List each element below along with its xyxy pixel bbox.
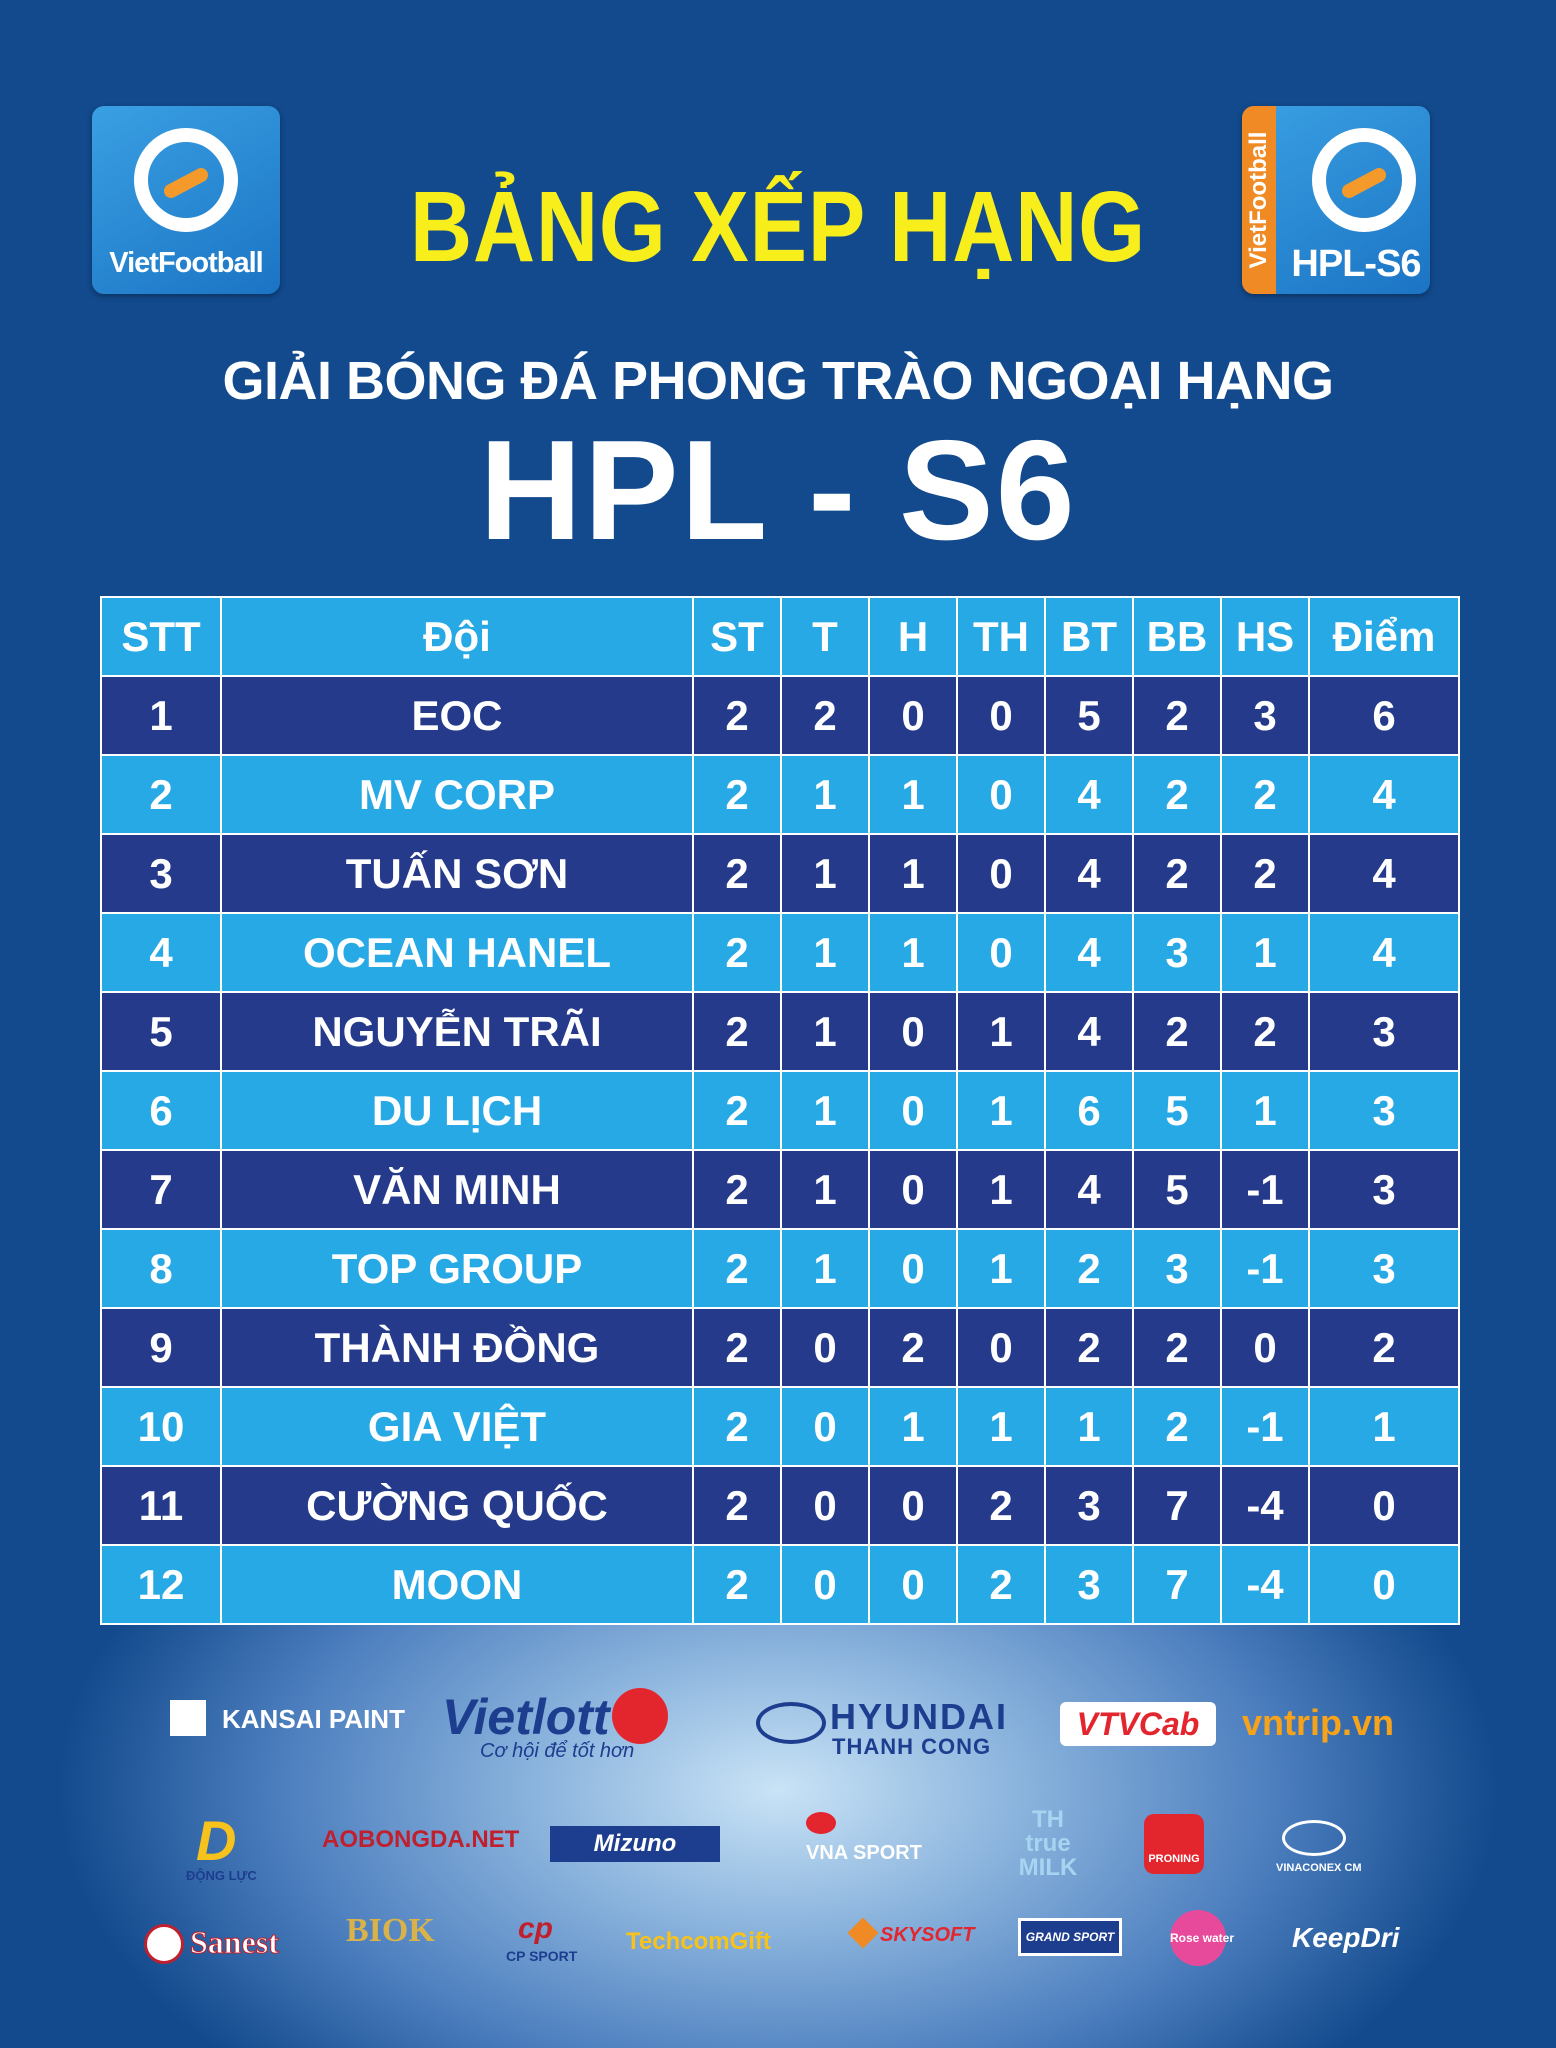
logo-left-text: VietFootball <box>109 247 263 279</box>
sponsor-hyundai: HYUNDAI <box>830 1696 1009 1737</box>
cell-played: 2 <box>693 1229 781 1308</box>
cell-goals-for: 3 <box>1045 1545 1133 1624</box>
cell-points: 2 <box>1309 1308 1459 1387</box>
table-row <box>101 992 1459 1071</box>
sponsor-vinaconex: VINACONEX CM <box>1276 1862 1362 1874</box>
cell-goals-against: 5 <box>1133 1150 1221 1229</box>
cell-goals-against: 7 <box>1133 1545 1221 1624</box>
table-row <box>101 755 1459 834</box>
sponsor-rose-water: Rose water <box>1170 1910 1226 1966</box>
cell-goals-against: 2 <box>1133 1387 1221 1466</box>
vna-sport-icon <box>806 1812 836 1834</box>
sponsor-keepdri: KeepDri <box>1292 1922 1400 1953</box>
cell-won: 1 <box>781 1150 869 1229</box>
table-row <box>101 834 1459 913</box>
cell-drawn: 0 <box>869 676 957 755</box>
cell-goal-diff: 0 <box>1221 1308 1309 1387</box>
cell-drawn: 1 <box>869 913 957 992</box>
cell-lost: 0 <box>957 834 1045 913</box>
cell-goals-against: 5 <box>1133 1071 1221 1150</box>
cell-stt: 4 <box>101 913 221 992</box>
cell-goal-diff: 1 <box>1221 913 1309 992</box>
sponsor-aobongda: AOBONGDA.NET <box>322 1826 520 1853</box>
cell-team: NGUYỄN TRÃI <box>221 992 693 1071</box>
cell-goals-for: 3 <box>1045 1466 1133 1545</box>
standings-table <box>100 596 1460 1625</box>
column-header-goals-for: BT <box>1045 597 1133 676</box>
cell-drawn: 1 <box>869 755 957 834</box>
cell-won: 0 <box>781 1545 869 1624</box>
cell-stt: 10 <box>101 1387 221 1466</box>
cell-stt: 6 <box>101 1071 221 1150</box>
cell-played: 2 <box>693 1071 781 1150</box>
cell-drawn: 0 <box>869 1150 957 1229</box>
cell-lost: 1 <box>957 1387 1045 1466</box>
table-header-row <box>101 597 1459 676</box>
sponsor-cp-sport: CP SPORT <box>506 1948 578 1964</box>
cell-stt: 9 <box>101 1308 221 1387</box>
cell-goal-diff: -4 <box>1221 1466 1309 1545</box>
table-row <box>101 1150 1459 1229</box>
cell-goals-for: 4 <box>1045 992 1133 1071</box>
cell-lost: 0 <box>957 755 1045 834</box>
vietlott-star-icon <box>612 1688 668 1744</box>
cell-goals-for: 6 <box>1045 1071 1133 1150</box>
dong-luc-icon: D <box>196 1809 237 1872</box>
cell-team: GIA VIỆT <box>221 1387 693 1466</box>
cell-points: 0 <box>1309 1545 1459 1624</box>
cell-goals-for: 2 <box>1045 1308 1133 1387</box>
cell-goals-for: 4 <box>1045 913 1133 992</box>
sponsor-kansai: KANSAI PAINT <box>222 1704 405 1734</box>
cell-goals-against: 2 <box>1133 992 1221 1071</box>
cell-lost: 1 <box>957 992 1045 1071</box>
cell-goal-diff: 1 <box>1221 1071 1309 1150</box>
cell-goal-diff: -4 <box>1221 1545 1309 1624</box>
sanest-icon <box>144 1924 184 1964</box>
cell-points: 4 <box>1309 755 1459 834</box>
column-header-points: Điểm <box>1309 597 1459 676</box>
cell-team: TOP GROUP <box>221 1229 693 1308</box>
cell-goals-for: 1 <box>1045 1387 1133 1466</box>
sponsor-biok: BIOK <box>346 1912 435 1949</box>
cell-goals-for: 5 <box>1045 676 1133 755</box>
column-header-stt: STT <box>101 597 221 676</box>
cell-played: 2 <box>693 1387 781 1466</box>
cell-won: 1 <box>781 1071 869 1150</box>
cell-team: MV CORP <box>221 755 693 834</box>
cell-goals-against: 3 <box>1133 1229 1221 1308</box>
cell-stt: 3 <box>101 834 221 913</box>
sponsor-techcomgift: TechcomGift <box>626 1928 771 1955</box>
cell-lost: 1 <box>957 1150 1045 1229</box>
page-title: BẢNG XẾP HẠNG <box>410 171 1146 283</box>
column-header-lost: TH <box>957 597 1045 676</box>
cell-points: 4 <box>1309 913 1459 992</box>
tournament-subtitle: GIẢI BÓNG ĐÁ PHONG TRÀO NGOẠI HẠNG <box>222 351 1334 411</box>
cell-stt: 12 <box>101 1545 221 1624</box>
column-header-played: ST <box>693 597 781 676</box>
cell-won: 2 <box>781 676 869 755</box>
column-header-team: Đội <box>221 597 693 676</box>
cell-played: 2 <box>693 834 781 913</box>
cell-played: 2 <box>693 1150 781 1229</box>
cell-lost: 2 <box>957 1466 1045 1545</box>
cell-goals-against: 2 <box>1133 755 1221 834</box>
cell-stt: 8 <box>101 1229 221 1308</box>
sponsor-proning: PRONING <box>1144 1814 1204 1874</box>
hyundai-icon <box>756 1702 826 1744</box>
cell-played: 2 <box>693 1308 781 1387</box>
cell-won: 1 <box>781 992 869 1071</box>
cell-points: 4 <box>1309 834 1459 913</box>
cell-points: 6 <box>1309 676 1459 755</box>
kansai-icon <box>170 1700 206 1736</box>
cell-stt: 2 <box>101 755 221 834</box>
cell-lost: 0 <box>957 1308 1045 1387</box>
cell-goal-diff: 3 <box>1221 676 1309 755</box>
cell-played: 2 <box>693 755 781 834</box>
cell-points: 0 <box>1309 1466 1459 1545</box>
cell-won: 1 <box>781 1229 869 1308</box>
table-row <box>101 1545 1459 1624</box>
cell-goals-for: 4 <box>1045 1150 1133 1229</box>
cell-played: 2 <box>693 1466 781 1545</box>
cell-team: OCEAN HANEL <box>221 913 693 992</box>
sponsor-vietlott-slogan: Cơ hội để tốt hơn <box>480 1740 635 1762</box>
cell-team: VĂN MINH <box>221 1150 693 1229</box>
cell-goals-against: 3 <box>1133 913 1221 992</box>
sponsor-vtvcab: VTVCab <box>1060 1702 1216 1746</box>
table-body <box>101 676 1459 1624</box>
table-row <box>101 1308 1459 1387</box>
cell-goals-for: 2 <box>1045 1229 1133 1308</box>
cell-goals-against: 7 <box>1133 1466 1221 1545</box>
cell-drawn: 0 <box>869 1071 957 1150</box>
cell-team: DU LỊCH <box>221 1071 693 1150</box>
logo-right-vertical-text: VietFootball <box>1245 131 1272 269</box>
cell-stt: 11 <box>101 1466 221 1545</box>
column-header-goal-diff: HS <box>1221 597 1309 676</box>
cell-won: 1 <box>781 755 869 834</box>
table-row <box>101 676 1459 755</box>
cell-goal-diff: -1 <box>1221 1387 1309 1466</box>
cell-played: 2 <box>693 1545 781 1624</box>
cell-stt: 5 <box>101 992 221 1071</box>
cell-team: MOON <box>221 1545 693 1624</box>
cell-goal-diff: -1 <box>1221 1150 1309 1229</box>
sponsor-sanest: Sanest <box>190 1924 279 1960</box>
column-header-goals-against: BB <box>1133 597 1221 676</box>
sponsor-dong-luc: ĐỘNG LỰC <box>186 1868 257 1883</box>
cell-team: EOC <box>221 676 693 755</box>
cell-goal-diff: -1 <box>1221 1229 1309 1308</box>
cell-goals-for: 4 <box>1045 834 1133 913</box>
cell-goals-against: 2 <box>1133 676 1221 755</box>
cell-drawn: 1 <box>869 1387 957 1466</box>
season-title: HPL - S6 <box>479 411 1077 570</box>
cell-goals-against: 2 <box>1133 834 1221 913</box>
cell-goal-diff: 2 <box>1221 755 1309 834</box>
cell-played: 2 <box>693 676 781 755</box>
skysoft-icon <box>847 1917 878 1948</box>
cell-lost: 1 <box>957 1229 1045 1308</box>
table-row <box>101 913 1459 992</box>
cell-lost: 1 <box>957 1071 1045 1150</box>
vinaconex-icon <box>1282 1820 1346 1856</box>
cell-team: THÀNH ĐỒNG <box>221 1308 693 1387</box>
cell-drawn: 0 <box>869 1545 957 1624</box>
cell-won: 1 <box>781 913 869 992</box>
cell-points: 3 <box>1309 992 1459 1071</box>
sponsor-vntrip: vntrip.vn <box>1242 1702 1395 1743</box>
cell-drawn: 1 <box>869 834 957 913</box>
cell-won: 0 <box>781 1387 869 1466</box>
cell-points: 1 <box>1309 1387 1459 1466</box>
cell-won: 0 <box>781 1466 869 1545</box>
column-header-won: T <box>781 597 869 676</box>
sponsor-mizuno: Mizuno <box>550 1826 720 1862</box>
cell-goal-diff: 2 <box>1221 992 1309 1071</box>
cell-goal-diff: 2 <box>1221 834 1309 913</box>
cell-goals-against: 2 <box>1133 1308 1221 1387</box>
cell-won: 1 <box>781 834 869 913</box>
cell-stt: 1 <box>101 676 221 755</box>
cell-stt: 7 <box>101 1150 221 1229</box>
cell-goals-for: 4 <box>1045 755 1133 834</box>
cell-drawn: 0 <box>869 1466 957 1545</box>
cp-sport-icon: cp <box>518 1912 554 1945</box>
table-row <box>101 1466 1459 1545</box>
sponsor-skysoft: SKYSOFT <box>880 1924 975 1946</box>
cell-lost: 0 <box>957 676 1045 755</box>
cell-team: CƯỜNG QUỐC <box>221 1466 693 1545</box>
cell-won: 0 <box>781 1308 869 1387</box>
sponsor-th-true-milk: TH true MILK <box>1018 1806 1078 1881</box>
table-row <box>101 1229 1459 1308</box>
sponsor-thanh-cong: THANH CONG <box>832 1734 992 1759</box>
cell-lost: 0 <box>957 913 1045 992</box>
cell-points: 3 <box>1309 1150 1459 1229</box>
table-row <box>101 1387 1459 1466</box>
cell-drawn: 2 <box>869 1308 957 1387</box>
cell-team: TUẤN SƠN <box>221 834 693 913</box>
sponsor-vna-sport: VNA SPORT <box>806 1842 922 1864</box>
cell-points: 3 <box>1309 1229 1459 1308</box>
cell-played: 2 <box>693 992 781 1071</box>
logo-right-text: HPL-S6 <box>1291 243 1421 285</box>
column-header-drawn: H <box>869 597 957 676</box>
cell-drawn: 0 <box>869 992 957 1071</box>
cell-played: 2 <box>693 913 781 992</box>
cell-lost: 2 <box>957 1545 1045 1624</box>
sponsor-vietlott: Vietlott <box>442 1689 610 1745</box>
table-row <box>101 1071 1459 1150</box>
cell-points: 3 <box>1309 1071 1459 1150</box>
sponsor-grand-sport: GRAND SPORT <box>1018 1918 1122 1956</box>
cell-drawn: 0 <box>869 1229 957 1308</box>
